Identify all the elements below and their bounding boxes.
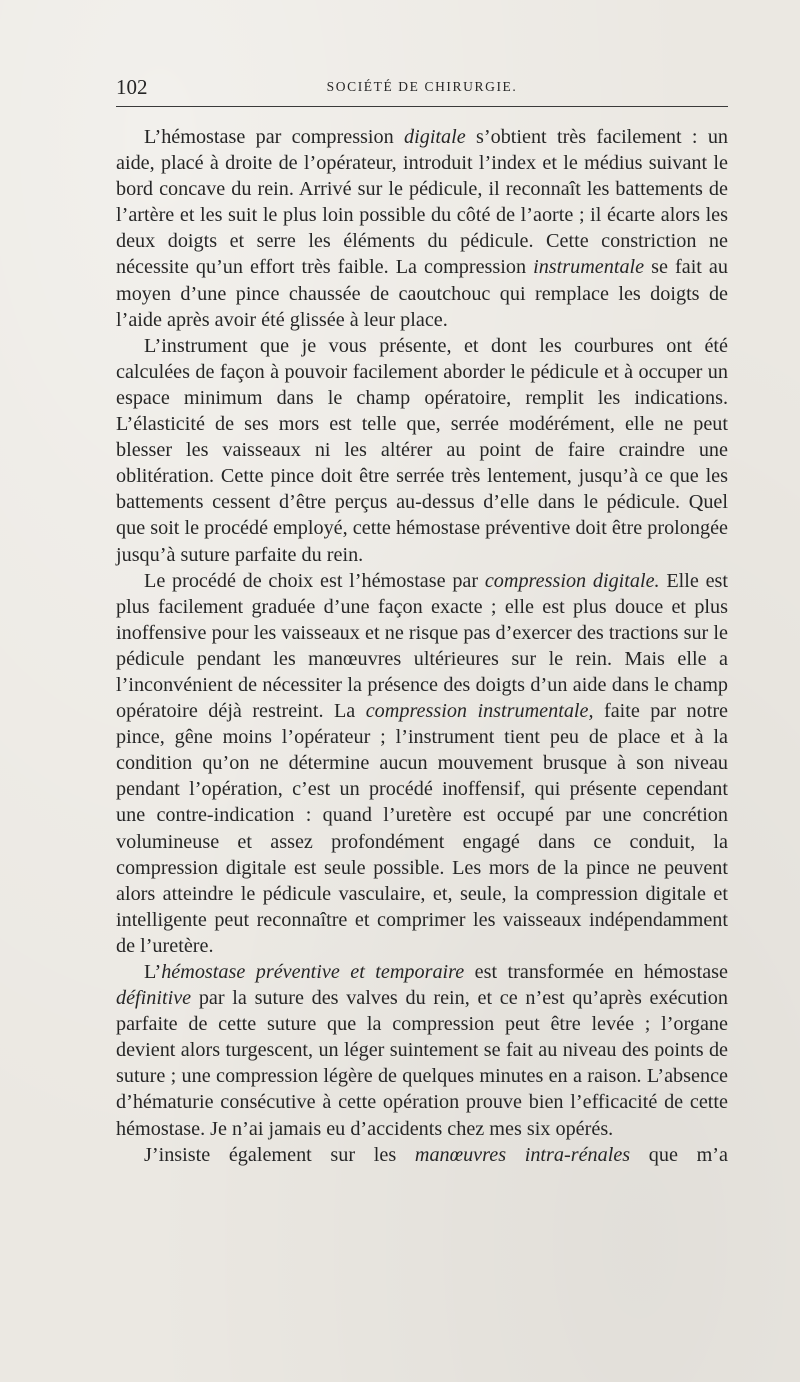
paragraph-2 bbox=[116, 333, 728, 568]
paragraph-1 bbox=[116, 124, 728, 333]
italic-term: définitive bbox=[116, 987, 192, 1010]
text-run: que m’a bbox=[630, 1143, 728, 1166]
italic-term: compression instrumentale, bbox=[365, 700, 594, 723]
text-run: L’ bbox=[144, 961, 162, 983]
text-run: par la suture des valves du rein, et ce n’est qu’après exécution parfaite de cette suture que la compression peut être levée ; l’organe devient alors turgescent, un léger suintement se fait au niveau des points de suture ; une compression légère de quelques minutes en a raison. L’absence d’hématurie consécutive à cette opération prouve bien l’efficacité de cette hémostase. Je n’ai jamais eu d’accidents chez mes six opérés. bbox=[116, 987, 728, 1140]
text-run: se fait au moyen d’une pince chaussée de caoutchouc qui remplace les doigts de l’aide après avoir été glissée à leur place. bbox=[116, 256, 728, 331]
text-run: faite par notre pince, gêne moins l’opérateur ; l’instrument tient peu de place et à la condition qu’on ne détermine aucun mouvement brusque à son niveau pendant l’opération, c’est un procédé inoffensif, qui présente cependant une contre-indication : quand l’uretère est occupé par une concrétion volumineuse et assez profondément engagé dans ce conduit, la compression digitale est seule possible. Les mors de la pince ne peuvent alors atteindre le pédicule vasculaire, et, seule, la compression digitale et intelligente peut reconnaître et comprimer les vaisseaux indépendamment de l’uretère. bbox=[116, 700, 728, 957]
italic-term: compression digitale. bbox=[484, 569, 660, 592]
italic-term: hémostase préventive et temporaire bbox=[161, 961, 465, 983]
text-run: est transformée en hémostase bbox=[464, 961, 728, 983]
page-header bbox=[116, 74, 728, 104]
paragraph-3 bbox=[116, 568, 728, 959]
body-text bbox=[116, 124, 728, 1168]
text-run: Elle est plus facilement graduée d’une façon exacte ; elle est plus douce et plus inoffensive pour les vaisseaux et ne risque pas d’exercer des tractions sur le pédicule pendant les manœuvres ultérieures sur le rein. Mais elle a l’inconvénient de nécessiter la présence des doigts d’un aide dans le champ opératoire déjà restreint. La bbox=[116, 569, 728, 723]
italic-term: digitale bbox=[404, 126, 466, 148]
italic-term: manœuvres intra-rénales bbox=[414, 1143, 631, 1166]
paragraph-5 bbox=[116, 1142, 728, 1168]
text-run: s’obtient très facilement : un aide, placé à droite de l’opérateur, introduit l’index et le médius suivant le bord concave du rein. Arrivé sur le pédicule, il reconnaît les battements de l’artère et les suit le plus loin possible du côté de l’aorte ; il écarte alors les deux doigts et serre les éléments du pédicule. Cette constriction ne nécessite qu’un effort très faible. La compression bbox=[116, 126, 729, 279]
text-run: L’hémostase par compression bbox=[144, 126, 405, 148]
text-run: L’instrument que je vous présente, et dont les courbures ont été calculées de façon à pouvoir facilement aborder le pédicule et à occuper un espace minimum dans le champ opératoire, remplit les indications. L’élasticité de ses mors est telle que, serrée modérément, elle ne peut blesser les vaisseaux ni les altérer au point de faire craindre une oblitération. Cette pince doit être serrée très lentement, jusqu’à ce que les battements cessent d’être perçus au-dessus d’elle dans le pédicule. Quel que soit le procédé employé, cette hémostase préventive doit être prolongée jusqu’à suture parfaite du rein. bbox=[116, 334, 728, 566]
running-title: SOCIÉTÉ DE CHIRURGIE. bbox=[326, 79, 518, 94]
page-number: 102 bbox=[116, 75, 148, 99]
paragraph-4 bbox=[116, 959, 728, 1142]
header-rule bbox=[116, 106, 728, 107]
italic-term: instrumentale bbox=[533, 256, 645, 279]
text-run: Le procédé de choix est l’hémostase par bbox=[144, 569, 485, 592]
text-run: J’insiste également sur les bbox=[144, 1143, 415, 1166]
